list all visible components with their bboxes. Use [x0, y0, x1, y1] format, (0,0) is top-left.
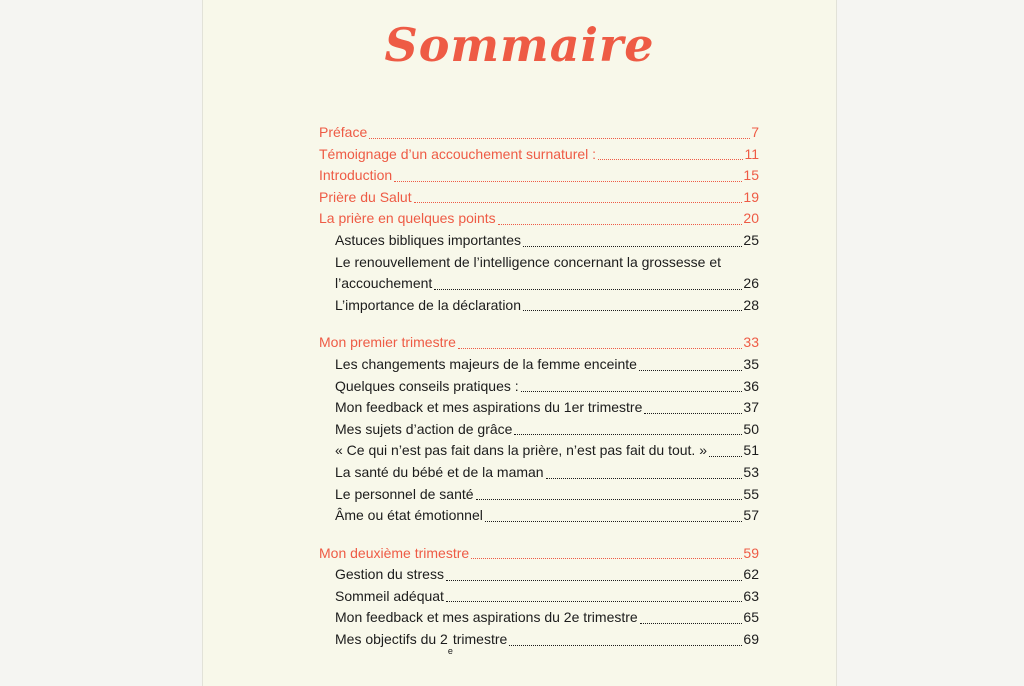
- toc-entry-page-number: 62: [743, 566, 759, 583]
- dot-leader: [598, 159, 743, 160]
- toc-entry-page-number: 35: [743, 355, 759, 372]
- dot-leader: [485, 521, 743, 522]
- toc-entry[interactable]: [319, 295, 759, 317]
- dot-leader: [640, 623, 743, 624]
- toc-entry[interactable]: [319, 462, 759, 484]
- toc-entry[interactable]: [319, 208, 759, 230]
- dot-leader: [498, 224, 743, 225]
- toc-entry-page-number: 25: [743, 231, 759, 248]
- toc-entry[interactable]: [319, 397, 759, 419]
- toc-entry-label: L’importance de la déclaration: [335, 296, 522, 313]
- toc-entry-label: Astuces bibliques importantes: [335, 231, 521, 248]
- toc-entry[interactable]: Mes objectifs du 2 e trimestre 69: [335, 631, 759, 656]
- toc-entry-label: La santé du bébé et de la maman: [335, 463, 544, 480]
- toc-entry[interactable]: [319, 564, 759, 586]
- toc-entry[interactable]: [319, 187, 759, 209]
- dot-leader: [446, 601, 742, 602]
- toc-entry-label: « Ce qui n’est pas fait dans la prière, n’est pas fait du tout. »: [335, 442, 707, 459]
- toc-entry-page-number: 36: [743, 377, 759, 394]
- toc-entry[interactable]: [319, 122, 759, 144]
- toc-entry[interactable]: [319, 419, 759, 441]
- toc-entry-page-number: 33: [743, 334, 759, 351]
- toc-entry[interactable]: [319, 505, 759, 527]
- toc-entry-page-number: 26: [743, 275, 759, 292]
- toc-entry-page-number: 63: [743, 587, 759, 604]
- toc-entry-page-number: 53: [743, 463, 759, 480]
- toc-entry-page-number: 7: [751, 124, 759, 140]
- toc-entry-label: Quelques conseils pratiques :: [335, 377, 519, 394]
- toc-entry-label: Préface: [319, 124, 368, 140]
- toc-entry[interactable]: [319, 252, 759, 274]
- dot-leader: [458, 348, 743, 349]
- toc-entry-page-number: 28: [743, 296, 759, 313]
- toc-entry-label: Âme ou état émotionnel: [335, 507, 483, 524]
- toc-entry-page-number: 11: [744, 145, 759, 162]
- toc-entry-label: Mes sujets d’action de grâce: [335, 420, 513, 437]
- dot-leader: [471, 558, 742, 559]
- toc-entry-label: Mes objectifs du 2: [335, 631, 448, 648]
- toc-entry-label: Le personnel de santé: [335, 485, 474, 502]
- toc-entry[interactable]: [319, 543, 759, 565]
- toc-entry[interactable]: [319, 484, 759, 506]
- toc-entry-label: Mon deuxième trimestre: [319, 544, 470, 561]
- toc-entry-label: Mon feedback et mes aspirations du 2e trimestre: [335, 609, 638, 626]
- dot-leader: [446, 580, 742, 581]
- toc-entry-label: Prière du Salut: [319, 188, 412, 205]
- toc-entry[interactable]: [319, 586, 759, 608]
- document-page: [202, 0, 837, 686]
- dot-leader: [644, 413, 742, 414]
- toc-entry-page-number: 59: [743, 544, 759, 561]
- dot-leader: [369, 138, 750, 139]
- dot-leader: [521, 391, 743, 392]
- toc-entry[interactable]: [319, 607, 759, 629]
- page-title: Sommaire: [384, 18, 655, 72]
- toc-entry-label: Témoignage d’un accouchement surnaturel :: [319, 145, 597, 162]
- toc-entry-page-number: 55: [743, 485, 759, 502]
- dot-leader: [394, 181, 742, 182]
- toc-entry[interactable]: [319, 376, 759, 398]
- dot-leader: [523, 310, 742, 311]
- dot-leader: [709, 456, 742, 457]
- toc-entry-label: Les changements majeurs de la femme enceinte: [335, 355, 637, 372]
- toc-entry-label: Mon premier trimestre: [319, 334, 456, 351]
- toc-entry[interactable]: [319, 440, 759, 462]
- toc-entry-page-number: 19: [743, 188, 759, 205]
- dot-leader: [414, 202, 743, 203]
- dot-leader: [509, 645, 742, 646]
- toc-entry-label: Gestion du stress: [335, 566, 444, 583]
- toc-entry-label: l’accouchement: [335, 275, 433, 292]
- dot-leader: [434, 289, 742, 290]
- toc-entry[interactable]: [319, 230, 759, 252]
- toc-entry[interactable]: [319, 273, 759, 295]
- toc-entry[interactable]: [319, 165, 759, 187]
- toc-entry-label: Le renouvellement de l’intelligence concernant la grossesse et: [335, 253, 722, 270]
- toc-entry-page-number: 69: [743, 631, 759, 648]
- toc-entry-page-number: 65: [743, 609, 759, 626]
- dot-leader: [639, 370, 742, 371]
- table-of-contents: [319, 122, 759, 656]
- toc-entry[interactable]: [319, 332, 759, 354]
- toc-entry-page-number: 57: [743, 507, 759, 524]
- toc-entry-page-number: 20: [743, 210, 759, 227]
- toc-entry[interactable]: [319, 144, 759, 166]
- toc-entry-page-number: 37: [743, 399, 759, 416]
- dot-leader: [523, 246, 742, 247]
- toc-entry-label: La prière en quelques points: [319, 210, 496, 227]
- toc-entry[interactable]: [319, 354, 759, 376]
- dot-leader: [514, 434, 742, 435]
- toc-entry-page-number: 50: [743, 420, 759, 437]
- toc-entry-label-suffix: trimestre: [452, 631, 508, 648]
- dot-leader: [546, 478, 743, 479]
- toc-entry-page-number: 51: [743, 442, 759, 459]
- toc-entry-label: Sommeil adéquat: [335, 587, 444, 604]
- toc-entry-page-number: 15: [743, 167, 759, 184]
- toc-entry-label: Mon feedback et mes aspirations du 1er trimestre: [335, 399, 643, 416]
- dot-leader: [476, 499, 743, 500]
- toc-entry-label: Introduction: [319, 167, 393, 184]
